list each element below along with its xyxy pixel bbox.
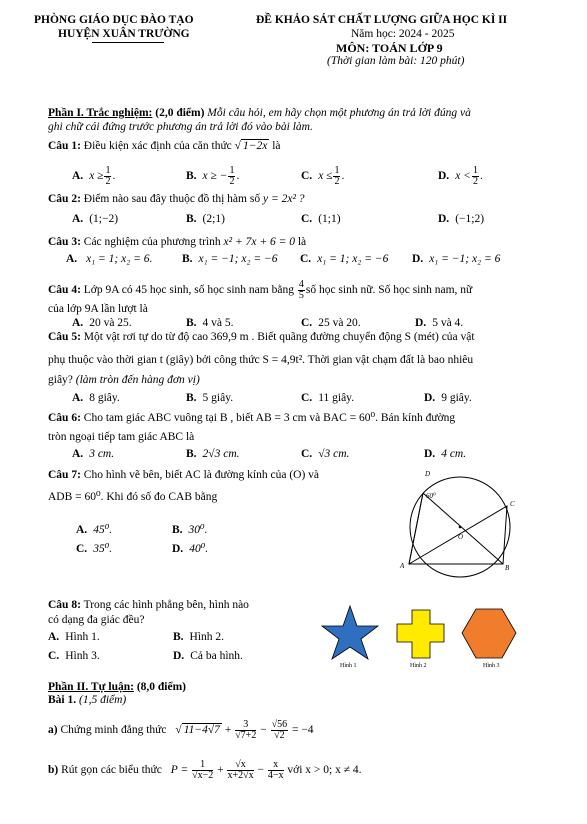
q7-stem: Câu 7: Cho hình vẽ bên, biết AC là đường kính của (O) và — [48, 469, 320, 481]
q3-option-a: A. x₁ = 1; x₂ = 6. — [66, 253, 153, 265]
label-o: O — [458, 533, 464, 541]
school-year: Năm học: 2024 - 2025 — [351, 28, 455, 40]
bai1-heading: Bài 1. (1,5 điểm) — [48, 694, 127, 706]
q8-stem-2: có dạng đa giác đều? — [48, 614, 145, 626]
q2-option-d: D. (−1;2) — [438, 213, 485, 225]
q7-stem-2: ADB = 60⁰. Khi đó số đo CAB bằng — [48, 491, 218, 503]
q6-option-d: D. 4 cm. — [424, 448, 467, 460]
label-angle: 60⁰ — [426, 492, 436, 500]
q6-option-c: C. √3 cm. — [301, 448, 350, 460]
q1-option-a: A. x ≥ $\frac{1}{2}$ . — [72, 165, 116, 187]
part2-heading: Phần II. Tự luận: (8,0 điểm) — [48, 681, 187, 693]
star-shape — [322, 606, 378, 659]
q6-stem-2: tròn ngoại tiếp tam giác ABC là — [48, 431, 195, 443]
figure-lines — [409, 493, 507, 564]
q2-option-c: C. (1;1) — [301, 213, 341, 225]
q4-option-d: D. 5 và 4. — [415, 317, 464, 329]
q3-option-c: C. x₁ = 1; x₂ = −6 — [300, 253, 389, 265]
label-d: D — [425, 470, 431, 478]
part1-instr: ghi chữ cái đứng trước phương án trả lời đó vào bài làm. — [48, 121, 313, 133]
q5-stem: Câu 5: Một vật rơi tự do từ độ cao 369,9 m . Biết quãng đường chuyển động S (mét) của vật — [48, 331, 475, 343]
q1-stem: Câu 1: Điều kiện xác định của căn thức √ 1−2x là — [48, 140, 281, 152]
q5-option-a: A. 8 giây. — [72, 392, 120, 404]
bai1-b: b) Rút gọn các biểu thức P = $\frac{1}{√x-2}$ + $\frac{√x}{x+2√x}$ − $\frac{x}{4-x}$ với x > 0; x ≠ 4. — [48, 759, 362, 781]
q8-option-d: D. Cả ba hình. — [173, 650, 243, 662]
q7-option-b: B. 30⁰. — [172, 524, 208, 536]
q3-option-d: D. x₁ = −1; x₂ = 6 — [412, 253, 501, 265]
hexagon-shape — [462, 609, 516, 658]
q5-option-d: D. 9 giây. — [424, 392, 472, 404]
hinh1-label: Hình 1 — [340, 663, 357, 669]
q4-option-b: B. 4 và 5. — [186, 317, 234, 329]
header-underline — [92, 42, 164, 43]
q7-option-c: C. 35⁰. — [76, 543, 113, 555]
dept-name: PHÒNG GIÁO DỤC ĐÀO TẠO — [34, 14, 194, 26]
cross-shape — [397, 610, 444, 658]
label-b: B — [505, 564, 510, 572]
q5-stem-3: giây? (làm tròn đến hàng đơn vị) — [48, 374, 200, 386]
part1-heading: Phần I. Trắc nghiệm: (2,0 điểm) Mỗi câu hỏi, em hãy chọn một phương án trả lời đúng và — [48, 107, 471, 119]
q4-option-a: A. 20 và 25. — [72, 317, 132, 329]
q5-option-c: C. 11 giây. — [301, 392, 355, 404]
q3-option-b: B. x₁ = −1; x₂ = −6 — [182, 253, 278, 265]
exam-title: ĐỀ KHẢO SÁT CHẤT LƯỢNG GIỮA HỌC KÌ II — [256, 14, 508, 26]
q2-stem: Câu 2: Điểm nào sau đây thuộc đồ thị hàm số y = 2x² ? — [48, 193, 305, 205]
q8-stem: Câu 8: Trong các hình phẳng bên, hình nào — [48, 599, 249, 611]
q3-stem: Câu 3: Các nghiệm của phương trình x² + 7x + 6 = 0 là — [48, 236, 307, 248]
label-a: A — [400, 562, 405, 570]
q8-option-b: B. Hình 2. — [173, 631, 225, 643]
q7-option-a: A. 45⁰. — [76, 524, 113, 536]
time-limit: (Thời gian làm bài: 120 phút) — [327, 55, 465, 67]
q4-stem-2: của lớp 9A lần lượt là — [48, 303, 148, 315]
q2-option-a: A. (1;−2) — [72, 213, 119, 225]
q8-option-a: A. Hình 1. — [48, 631, 100, 643]
q4-option-c: C. 25 và 20. — [301, 317, 361, 329]
q6-option-a: A. 3 cm. — [72, 448, 115, 460]
q4-stem: Câu 4: Lớp 9A có 45 học sinh, số học sinh nam bằng $\frac{4}{5}$ số học sinh nữ. Số học sinh nam, nữ — [48, 279, 473, 301]
shapes-figure — [320, 604, 530, 669]
q5-option-b: B. 5 giây. — [186, 392, 234, 404]
q7-option-d: D. 40⁰. — [172, 543, 209, 555]
q8-option-c: C. Hình 3. — [48, 650, 100, 662]
hinh2-label: Hình 2 — [410, 663, 427, 669]
subject: MÔN: TOÁN LỚP 9 — [336, 41, 443, 55]
circle-figure — [395, 466, 535, 586]
q1-option-b: B. x ≥ − $\frac{1}{2}$ . — [186, 165, 240, 187]
q6-stem: Câu 6: Cho tam giác ABC vuông tại B , biết AB = 3 cm và BAC = 60⁰. Bán kính đường — [48, 412, 456, 424]
district-name: HUYỆN XUÂN TRƯỜNG — [58, 28, 190, 40]
q1-option-c: C. x ≤ $\frac{1}{2}$ . — [301, 165, 345, 187]
q1-option-d: D. x < $\frac{1}{2}$ . — [438, 165, 483, 187]
q5-stem-2: phụ thuộc vào thời gian t (giây) bởi công thức S = 4,9t². Thời gian vật chạm đất là bao nhiêu — [48, 354, 474, 366]
label-c: C — [510, 500, 515, 508]
q2-option-b: B. (2;1) — [186, 213, 225, 225]
q6-option-b: B. 2√3 cm. — [186, 448, 240, 460]
hinh3-label: Hình 3 — [483, 663, 500, 669]
bai1-a: a) Chứng minh đẳng thức √ 11−4√7 + $\frac{3}{√7+2}$ − $\frac{√56}{√2}$ = −4 — [48, 719, 314, 741]
